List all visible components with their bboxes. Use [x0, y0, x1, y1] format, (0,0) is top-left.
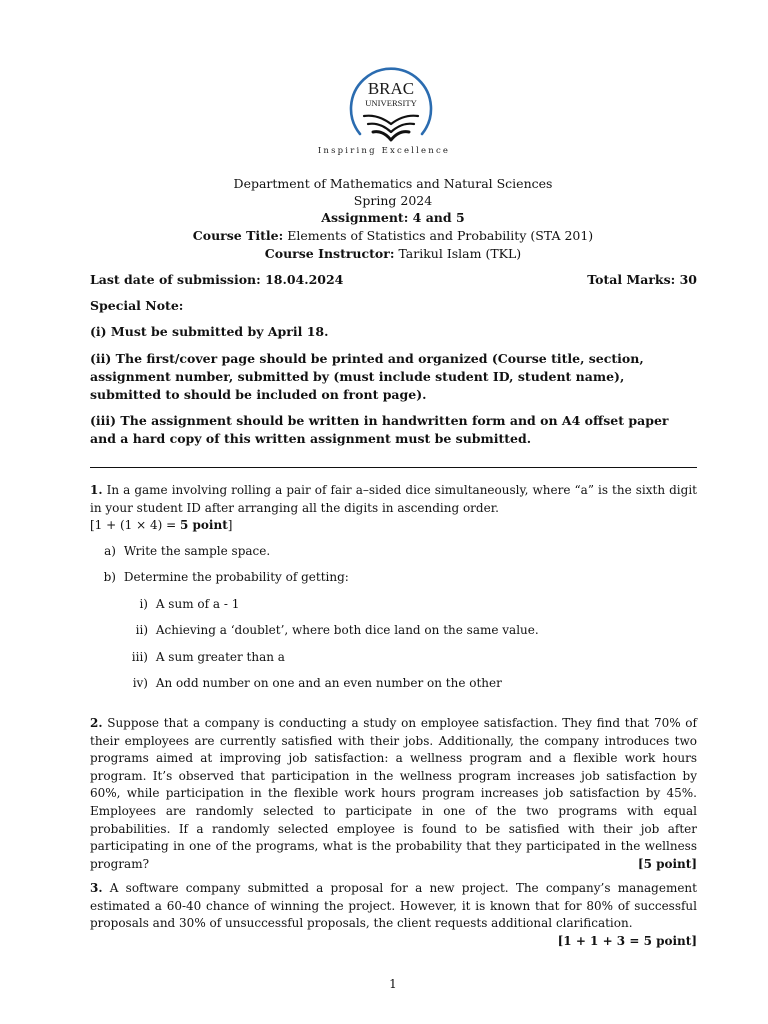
- last-date-of-submission: Last date of submission: 18.04.2024: [90, 272, 344, 287]
- logo-text-university: UNIVERSITY: [365, 98, 417, 108]
- subpart-text: Achieving a ‘doublet’, where both dice land on the same value.: [155, 623, 539, 637]
- logo-text-brac: BRAC: [367, 79, 415, 98]
- part-label: b): [103, 570, 116, 584]
- open-book-icon: [364, 116, 418, 140]
- question-1-marks-suffix: ]: [227, 518, 233, 532]
- course-instructor-value: Tarikul Islam (TKL): [398, 246, 522, 261]
- course-title-value: Elements of Statistics and Probability (STA 201): [287, 228, 594, 243]
- department-name: Department of Mathematics and Natural Sciences: [233, 176, 553, 191]
- question-1: [90, 482, 697, 517]
- page-number: 1: [389, 977, 397, 991]
- logo-tagline: Inspiring Excellence: [317, 146, 451, 156]
- special-note-item-2: (ii) The first/cover page should be printed and organized (Course title, section, assignment number, submitted by (must include student ID, student name), submitted to should be included on front page).: [90, 351, 644, 402]
- special-note-title: Special Note:: [90, 298, 184, 313]
- subpart-text: An odd number on one and an even number on the other: [155, 676, 502, 690]
- question-3: [90, 880, 697, 950]
- question-2: [90, 715, 697, 873]
- question-1-text: In a game involving rolling a pair of fair a–sided dice simultaneously, where “a” is the sixth digit in your student ID after arranging all the digits in ascending order.: [90, 483, 697, 515]
- brac-university-logo: [346, 56, 436, 160]
- question-1-subpart-iv: [120, 676, 502, 690]
- special-note-item-1: (i) Must be submitted by April 18.: [90, 324, 329, 339]
- part-label: a): [104, 544, 116, 558]
- question-1-marks: [90, 517, 697, 535]
- question-1-subpart-i: [120, 597, 239, 611]
- course-instructor-label: Course Instructor:: [264, 246, 395, 261]
- question-1-marks-value: 5 point: [180, 518, 228, 532]
- course-title-label: Course Title:: [192, 228, 284, 243]
- subpart-text: A sum of a - 1: [155, 597, 240, 611]
- question-2-text: Suppose that a company is conducting a study on employee satisfaction. They find that 70% of their employees are currently satisfied with their jobs. Additionally, the company introduces two programs aimed at improving job satisfaction: a wellness program and a flexible work hours program. It’s observed that participation in the wellness program increases job satisfaction by 60%, while participation in the flexible work hours program increases job satisfaction by 45%. Employees are randomly selected to participate in one of the two programs with equal probabilities. If a randomly selected employee is found to be satisfied with their job after participating in one of the programs, what is the probability that they participated in the wellness program?: [90, 716, 697, 871]
- question-1-number: 1.: [90, 483, 103, 497]
- course-title-line: [0, 228, 768, 243]
- subpart-label: ii): [135, 623, 148, 637]
- submission-line: [90, 272, 697, 287]
- question-3-marks: [1 + 1 + 3 = 5 point]: [557, 933, 697, 948]
- question-3-number: 3.: [90, 881, 103, 895]
- assignment-title: Assignment: 4 and 5: [321, 210, 465, 225]
- subpart-label: iv): [132, 676, 148, 690]
- subpart-label: i): [139, 597, 148, 611]
- question-3-text: A software company submitted a proposal for a new project. The company’s management estimated a 60-40 chance of winning the project. However, it is known that for 80% of successful proposals and 30% of unsuccessful proposals, the client requests additional clarification.: [90, 881, 697, 931]
- question-2-marks: [5 point]: [637, 856, 697, 871]
- question-1-marks-prefix: [1 + (1 × 4) =: [90, 518, 180, 532]
- subpart-label: iii): [131, 650, 148, 664]
- total-marks: Total Marks: 30: [587, 272, 697, 287]
- course-instructor-line: [0, 246, 768, 261]
- question-1-part-a: [102, 544, 270, 558]
- question-1-subpart-ii: [120, 623, 539, 637]
- semester: Spring 2024: [353, 193, 433, 208]
- question-1-subpart-iii: [120, 650, 285, 664]
- part-text: Write the sample space.: [123, 544, 271, 558]
- part-text: Determine the probability of getting:: [123, 570, 349, 584]
- section-divider: [90, 467, 697, 468]
- special-note-item-3: (iii) The assignment should be written in handwritten form and on A4 offset paper and a hard copy of this written assignment must be submitted.: [90, 413, 669, 446]
- question-1-part-b: [102, 570, 349, 584]
- question-2-number: 2.: [90, 716, 103, 730]
- subpart-text: A sum greater than a: [155, 650, 285, 664]
